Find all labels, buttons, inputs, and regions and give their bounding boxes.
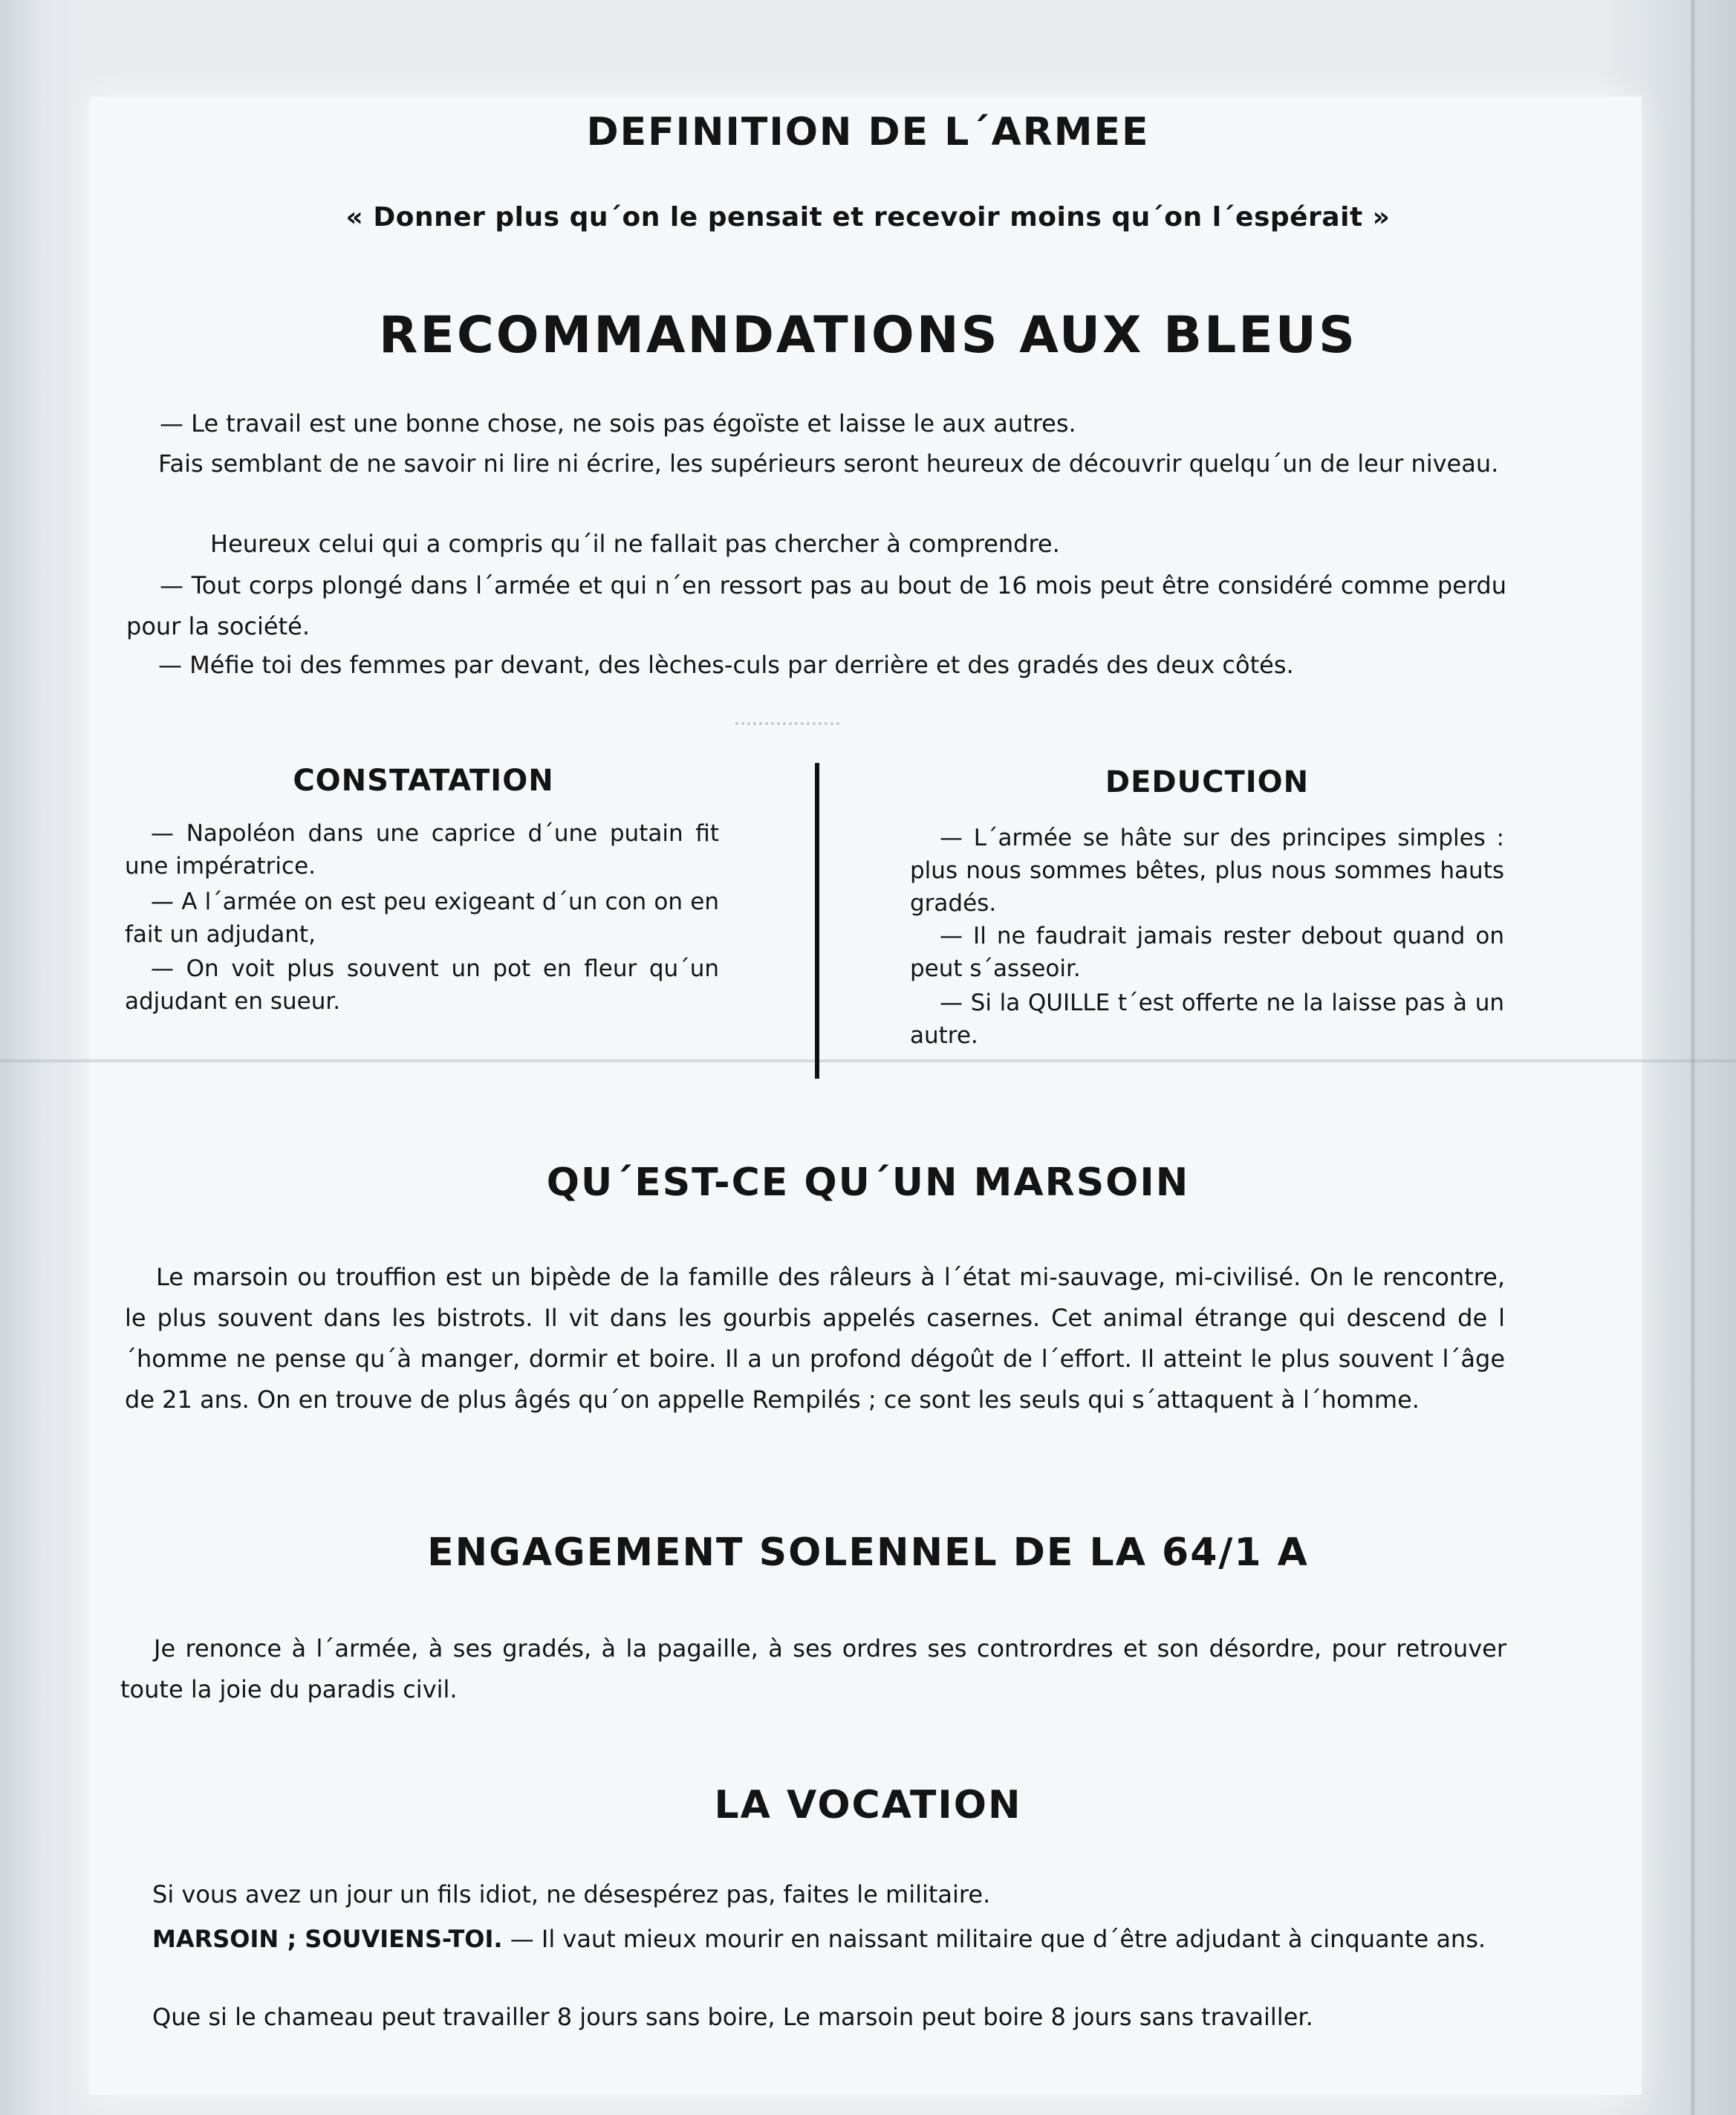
vocation-line: Si vous avez un jour un fils idiot, ne désespérez pas, faites le militaire. xyxy=(152,1880,991,1908)
recommandation-line: — Le travail est une bonne chose, ne sois pas égoïste et laisse le aux autres. xyxy=(160,409,1076,438)
vocation-heading: LA VOCATION xyxy=(714,1783,1022,1828)
vocation-rest: — Il vaut mieux mourir en naissant militaire que d´être adjudant à cinquante ans. xyxy=(502,1925,1486,1953)
marsoin-paragraph: Le marsoin ou trouffion est un bipède de la famille des râleurs à l´état mi-sauvage, mi-civilisé. On le rencontre, le plus souvent dans les bistrots. Il vit dans les gourbis appelés casernes. Cet animal étrange qui descend de l´homme ne pense qu´à manger, dormir et boire. Il a un profond dégoût de l´effort. Il atteint le plus souvent l´âge de 21 ans. On en trouve de plus âgés qu´on appelle Rempilés ; ce sont les seuls qui s´attaquent à l´homme. xyxy=(125,1263,1505,1414)
recommandation-line: — Tout corps plongé dans l´armée et qui n´en ressort pas au bout de 16 mois peut être considéré comme perdu pour la société. xyxy=(126,571,1506,640)
vocation-line xyxy=(119,1919,1505,1960)
constatation-heading: CONSTATATION xyxy=(293,764,554,798)
page-subtitle: « Donner plus qu´on le pensait et recevoir moins qu´on l´espérait » xyxy=(345,202,1391,233)
deduction-line: — L´armée se hâte sur des principes simples : plus nous sommes bêtes, plus nous sommes hauts gradés. xyxy=(910,825,1504,917)
deduction-heading: DEDUCTION xyxy=(1105,765,1310,799)
constatation-line: — On voit plus souvent un pot en fleur qu´un adjudant en sueur. xyxy=(125,955,719,1015)
horizontal-fold xyxy=(0,1059,1736,1063)
constatation-line: — Napoléon dans une caprice d´une putain fit une impératrice. xyxy=(125,820,719,880)
marsoin-heading: QU´EST-CE QU´UN MARSOIN xyxy=(546,1160,1190,1205)
recommandation-line: Heureux celui qui a compris qu´il ne fallait pas chercher à comprendre. xyxy=(210,530,1060,558)
vocation-bold: MARSOIN ; SOUVIENS-TOI. xyxy=(152,1925,503,1953)
column-divider xyxy=(815,763,819,1079)
engagement-paragraph: Je renonce à l´armée, à ses gradés, à la pagaille, à ses ordres ses contrordres et son désordre, pour retrouver toute la joie du paradis civil. xyxy=(120,1634,1506,1703)
constatation-line: — A l´armée on est peu exigeant d´un con on en fait un adjudant, xyxy=(125,888,719,948)
vocation-line: Que si le chameau peut travailler 8 jours sans boire, Le marsoin peut boire 8 jours sans travailler. xyxy=(152,2003,1313,2031)
recommandation-line: — Méfie toi des femmes par devant, des lèches-culs par derrière et des gradés des deux côtés. xyxy=(158,651,1294,679)
recommandation-line: Fais semblant de ne savoir ni lire ni écrire, les supérieurs seront heureux de découvrir quelqu´un de leur niveau. xyxy=(158,449,1499,478)
deduction-line: — Il ne faudrait jamais rester debout quand on peut s´asseoir. xyxy=(910,923,1504,982)
separator-dots xyxy=(735,722,839,728)
deduction-line: — Si la QUILLE t´est offerte ne la laisse pas à un autre. xyxy=(910,990,1504,1049)
page-title: DEFINITION DE L´ARMEE xyxy=(586,110,1150,155)
engagement-heading: ENGAGEMENT SOLENNEL DE LA 64/1 A xyxy=(427,1530,1309,1575)
recommandations-heading: RECOMMANDATIONS AUX BLEUS xyxy=(379,306,1357,365)
